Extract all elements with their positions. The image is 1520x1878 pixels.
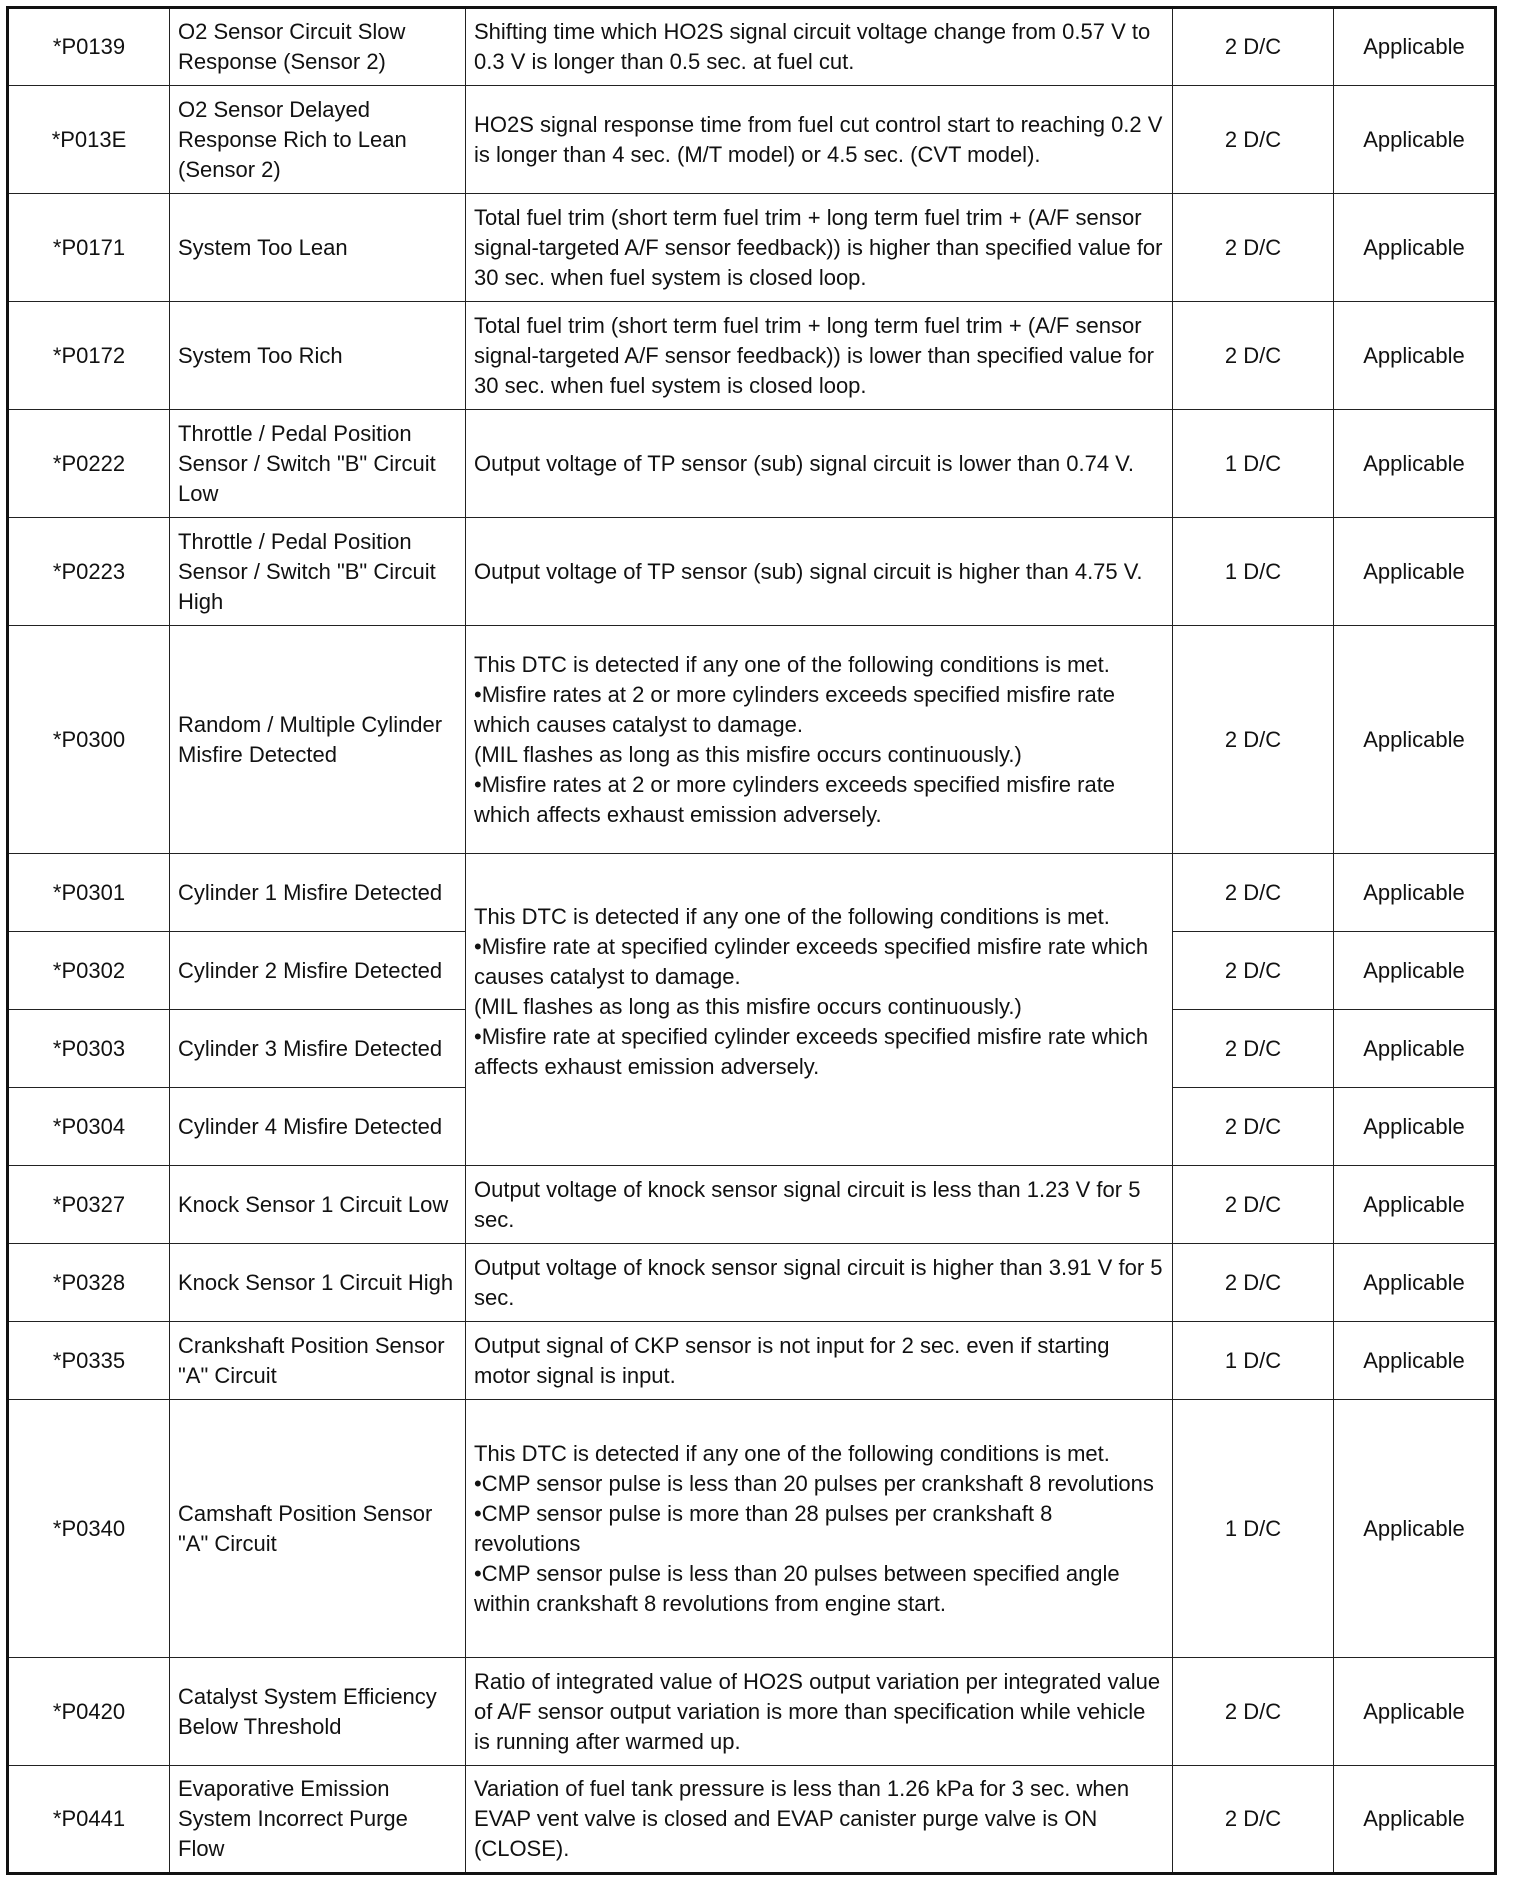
table-row: [8, 86, 1496, 194]
mil-applicability: Applicable: [1334, 302, 1496, 410]
mil-applicability: Applicable: [1334, 1010, 1496, 1088]
detection-logic: 1 D/C: [1173, 410, 1334, 518]
dtc-name: Cylinder 3 Misfire Detected: [170, 1010, 466, 1088]
dtc-code: *P0335: [8, 1322, 170, 1400]
dtc-name: System Too Lean: [170, 194, 466, 302]
detection-logic: 2 D/C: [1173, 854, 1334, 932]
detection-logic: 2 D/C: [1173, 302, 1334, 410]
dtc-code: *P0328: [8, 1244, 170, 1322]
dtc-name: O2 Sensor Circuit Slow Response (Sensor 2): [170, 8, 466, 86]
dtc-name: Cylinder 2 Misfire Detected: [170, 932, 466, 1010]
detection-logic: 2 D/C: [1173, 1166, 1334, 1244]
dtc-code: *P0222: [8, 410, 170, 518]
dtc-name: Evaporative Emission System Incorrect Purge Flow: [170, 1766, 466, 1874]
table-row: [8, 626, 1496, 854]
dtc-code: *P0139: [8, 8, 170, 86]
table-row: [8, 1766, 1496, 1874]
shared-detecting-condition: This DTC is detected if any one of the following conditions is met. •Misfire rate at specified cylinder exceeds specified misfire rate which causes catalyst to damage. (MIL flashes as long as this misfire occurs continuously.) •Misfire rate at specified cylinder exceeds specified misfire rate which affects exhaust emission adversely.: [466, 854, 1173, 1166]
dtc-code: *P0223: [8, 518, 170, 626]
detecting-condition: Output voltage of TP sensor (sub) signal circuit is higher than 4.75 V.: [466, 518, 1173, 626]
table-row: [8, 1166, 1496, 1244]
detection-logic: 1 D/C: [1173, 1322, 1334, 1400]
dtc-table: [6, 6, 1497, 1875]
mil-applicability: Applicable: [1334, 1088, 1496, 1166]
dtc-code: *P0303: [8, 1010, 170, 1088]
table-row: [8, 302, 1496, 410]
dtc-name: System Too Rich: [170, 302, 466, 410]
table-row: [8, 410, 1496, 518]
mil-applicability: Applicable: [1334, 1658, 1496, 1766]
detecting-condition: Output voltage of TP sensor (sub) signal circuit is lower than 0.74 V.: [466, 410, 1173, 518]
detecting-condition: HO2S signal response time from fuel cut control start to reaching 0.2 V is longer than 4 sec. (M/T model) or 4.5 sec. (CVT model).: [466, 86, 1173, 194]
dtc-name: Cylinder 4 Misfire Detected: [170, 1088, 466, 1166]
detection-logic: 2 D/C: [1173, 86, 1334, 194]
detection-logic: 2 D/C: [1173, 1658, 1334, 1766]
dtc-code: *P0340: [8, 1400, 170, 1658]
mil-applicability: Applicable: [1334, 1166, 1496, 1244]
dtc-code: *P0327: [8, 1166, 170, 1244]
dtc-name: Catalyst System Efficiency Below Threshold: [170, 1658, 466, 1766]
dtc-name: Knock Sensor 1 Circuit High: [170, 1244, 466, 1322]
table-row: [8, 1658, 1496, 1766]
detection-logic: 2 D/C: [1173, 932, 1334, 1010]
mil-applicability: Applicable: [1334, 410, 1496, 518]
mil-applicability: Applicable: [1334, 1244, 1496, 1322]
detecting-condition: This DTC is detected if any one of the following conditions is met. •CMP sensor pulse is less than 20 pulses per crankshaft 8 revolutions •CMP sensor pulse is more than 28 pulses per crankshaft 8 revolutions •CMP sensor pulse is less than 20 pulses between specified angle within crankshaft 8 revolutions from engine start.: [466, 1400, 1173, 1658]
table-row: [8, 1322, 1496, 1400]
detection-logic: 2 D/C: [1173, 8, 1334, 86]
mil-applicability: Applicable: [1334, 626, 1496, 854]
mil-applicability: Applicable: [1334, 8, 1496, 86]
dtc-code: *P0304: [8, 1088, 170, 1166]
mil-applicability: Applicable: [1334, 1322, 1496, 1400]
detection-logic: 2 D/C: [1173, 1010, 1334, 1088]
detecting-condition: Output voltage of knock sensor signal circuit is higher than 3.91 V for 5 sec.: [466, 1244, 1173, 1322]
dtc-name: Throttle / Pedal Position Sensor / Switch "B" Circuit Low: [170, 410, 466, 518]
detection-logic: 1 D/C: [1173, 518, 1334, 626]
dtc-code: *P0420: [8, 1658, 170, 1766]
detection-logic: 2 D/C: [1173, 1766, 1334, 1874]
mil-applicability: Applicable: [1334, 1766, 1496, 1874]
detection-logic: 2 D/C: [1173, 626, 1334, 854]
dtc-code: *P0302: [8, 932, 170, 1010]
dtc-name: Random / Multiple Cylinder Misfire Detected: [170, 626, 466, 854]
detection-logic: 1 D/C: [1173, 1400, 1334, 1658]
mil-applicability: Applicable: [1334, 86, 1496, 194]
table-row: [8, 854, 1496, 932]
table-row: [8, 8, 1496, 86]
dtc-code: *P0300: [8, 626, 170, 854]
dtc-name: Cylinder 1 Misfire Detected: [170, 854, 466, 932]
mil-applicability: Applicable: [1334, 1400, 1496, 1658]
dtc-name: Crankshaft Position Sensor "A" Circuit: [170, 1322, 466, 1400]
dtc-name: Camshaft Position Sensor "A" Circuit: [170, 1400, 466, 1658]
table-row: [8, 1244, 1496, 1322]
detection-logic: 2 D/C: [1173, 194, 1334, 302]
detecting-condition: Shifting time which HO2S signal circuit voltage change from 0.57 V to 0.3 V is longer than 0.5 sec. at fuel cut.: [466, 8, 1173, 86]
table-row: [8, 194, 1496, 302]
table-row: [8, 518, 1496, 626]
dtc-name: Knock Sensor 1 Circuit Low: [170, 1166, 466, 1244]
dtc-code: *P0301: [8, 854, 170, 932]
dtc-code: *P0441: [8, 1766, 170, 1874]
mil-applicability: Applicable: [1334, 194, 1496, 302]
dtc-code: *P0172: [8, 302, 170, 410]
detection-logic: 2 D/C: [1173, 1244, 1334, 1322]
detecting-condition: Ratio of integrated value of HO2S output variation per integrated value of A/F sensor output variation is more than specification while vehicle is running after warmed up.: [466, 1658, 1173, 1766]
mil-applicability: Applicable: [1334, 518, 1496, 626]
dtc-code: *P0171: [8, 194, 170, 302]
mil-applicability: Applicable: [1334, 854, 1496, 932]
dtc-name: Throttle / Pedal Position Sensor / Switch "B" Circuit High: [170, 518, 466, 626]
dtc-name: O2 Sensor Delayed Response Rich to Lean (Sensor 2): [170, 86, 466, 194]
detecting-condition: Total fuel trim (short term fuel trim + long term fuel trim + (A/F sensor signal-targeted A/F sensor feedback)) is higher than specified value for 30 sec. when fuel system is closed loop.: [466, 194, 1173, 302]
detecting-condition: This DTC is detected if any one of the following conditions is met. •Misfire rates at 2 or more cylinders exceeds specified misfire rate which causes catalyst to damage. (MIL flashes as long as this misfire occurs continuously.) •Misfire rates at 2 or more cylinders exceeds specified misfire rate which affects exhaust emission adversely.: [466, 626, 1173, 854]
detecting-condition: Total fuel trim (short term fuel trim + long term fuel trim + (A/F sensor signal-targeted A/F sensor feedback)) is lower than specified value for 30 sec. when fuel system is closed loop.: [466, 302, 1173, 410]
mil-applicability: Applicable: [1334, 932, 1496, 1010]
detecting-condition: Variation of fuel tank pressure is less than 1.26 kPa for 3 sec. when EVAP vent valve is closed and EVAP canister purge valve is ON (CLOSE).: [466, 1766, 1173, 1874]
dtc-code: *P013E: [8, 86, 170, 194]
detection-logic: 2 D/C: [1173, 1088, 1334, 1166]
table-row: [8, 1400, 1496, 1658]
detecting-condition: Output signal of CKP sensor is not input for 2 sec. even if starting motor signal is input.: [466, 1322, 1173, 1400]
detecting-condition: Output voltage of knock sensor signal circuit is less than 1.23 V for 5 sec.: [466, 1166, 1173, 1244]
